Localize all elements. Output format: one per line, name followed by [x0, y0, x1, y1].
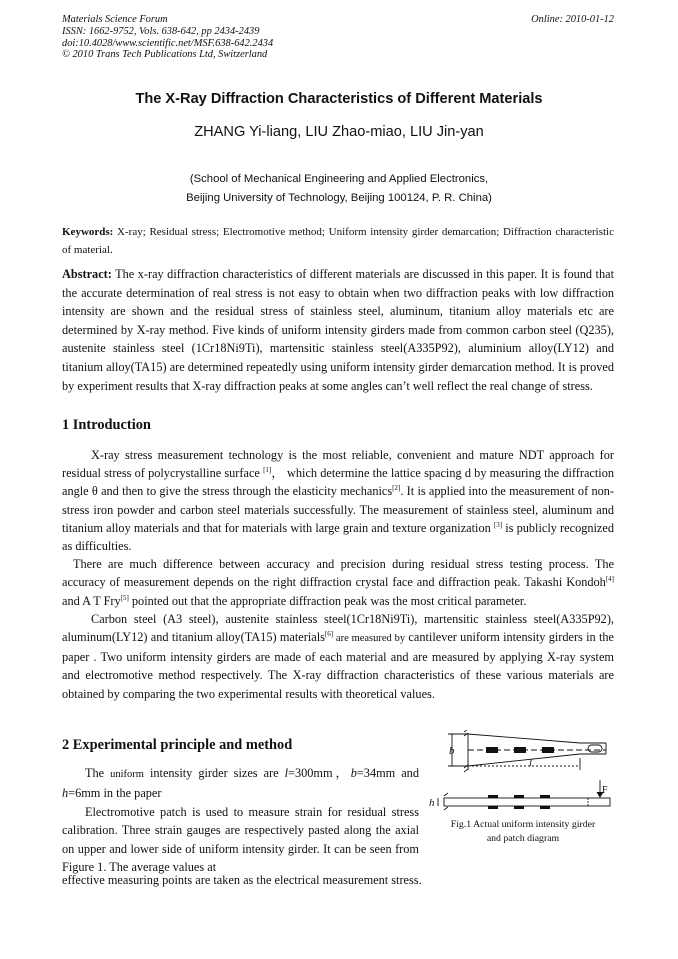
- label-b: b: [449, 745, 455, 757]
- keywords-text: X-ray; Residual stress; Electromotive method; Uniform intensity girder demarcation; Diffraction characteristic of material.: [62, 226, 614, 256]
- abstract-label: Abstract:: [62, 267, 112, 281]
- intro-paragraph-1: [62, 446, 614, 555]
- girder-top-view: [448, 734, 606, 770]
- affiliation-line-1: (School of Mechanical Engineering and Applied Electronics,: [189, 173, 489, 185]
- text-run: and A T Fry: [62, 593, 121, 608]
- text-run: =34mm and: [356, 766, 419, 780]
- section-2-heading: 2 Experimental principle and method: [62, 737, 293, 753]
- citation: [5]: [120, 593, 129, 602]
- figure-caption-line-1: Fig.1 Actual uniform intensity girder: [450, 819, 596, 830]
- text-run: ， which determine the lattice spacing d by measuring the diffraction angle θ and then to give the stress through the elasticity mechanics: [62, 466, 614, 499]
- journal-name: Materials Science Forum: [62, 14, 168, 25]
- figure-caption: [428, 818, 618, 846]
- text-run: The: [85, 766, 111, 780]
- text-run: uniform: [110, 769, 144, 780]
- intro-paragraph-2: [62, 555, 614, 610]
- intro-paragraph-3: [62, 610, 614, 703]
- text-run: cantilever uniform intensity girders in the paper . Two uniform intensity girders are made of each material and are measured by applying X-ray system and electromotive method respectively. The X-ray diffraction characteristics of these various materials are obtained by comparing the two experimental results with theoretical values.: [62, 630, 614, 701]
- label-f: F: [602, 785, 608, 796]
- keywords: [62, 223, 614, 259]
- text-run: X-ray stress measurement technology is the most reliable, convenient and mature NDT approach for residual stress of polycrystalline surface: [62, 448, 614, 481]
- girder-side-view: [438, 780, 610, 806]
- strain-gauges-side: [488, 795, 550, 809]
- citation: [3]: [493, 520, 503, 529]
- symbol: h: [62, 786, 69, 801]
- text-run: =6mm in the paper: [68, 786, 162, 801]
- paper-authors: ZHANG Yi-liang, LIU Zhao-miao, LIU Jin-yan: [194, 124, 484, 140]
- section-1-heading: 1 Introduction: [62, 417, 151, 433]
- text-run: pointed out that the appropriate diffraction peak was the most critical parameter.: [128, 593, 527, 608]
- citation: [2]: [392, 484, 401, 493]
- section-2-paragraph-2: Electromotive patch is used to measure strain for residual stress calibration. Three strain gauges are respectively pasted along the axial on upper and lower side of uniform intensity girder. It can be seen from Figure 1. The average values at: [62, 804, 419, 875]
- text-run: intensity girder sizes are: [143, 766, 285, 780]
- label-h: h: [429, 797, 435, 809]
- introduction-body: [62, 446, 614, 703]
- issn: ISSN: 1662-9752, Vols. 638-642, pp 2434-2439: [62, 25, 260, 37]
- section-2-paragraph-1: [62, 764, 419, 803]
- text-run: is publicly recognized as difficulties.: [62, 520, 614, 554]
- abstract-text: The x-ray diffraction characteristics of different materials are discussed in this paper. It is found that the accurate determination of real stress is not easy to obtain when two diffraction peaks with low diffraction intensity are shown and the residual stress of stainless steel, aluminum, titanium alloy materials etc are determined by X-ray method. Five kinds of uniform intensity girders made from common carbon steel (Q235), austenite stainless steel (1Cr18Ni9Ti), martensitic stainless steel(A335P92), aluminium alloy(LY12) and titanium alloy(TA15) are determined repeatedly using uniform intensity girder demarcation method. It is proved by experiment results that X-ray diffraction peaks at some angles can’t well reflect the real change of stress.: [62, 267, 614, 393]
- section-2-last-line: effective measuring points are taken as the electrical measurement stress.: [62, 873, 422, 887]
- affiliation: [0, 170, 678, 208]
- text-run: =300mm，: [288, 766, 351, 780]
- keywords-label: Keywords:: [62, 226, 114, 238]
- text-run: Carbon steel (A3 steel), austenite stainless steel(1Cr18Ni9Ti), martensitic stainless steel(A335P92), aluminum(LY12) and titanium alloy(TA15) materials: [62, 611, 614, 645]
- copyright: © 2010 Trans Tech Publications Ltd, Switzerland: [62, 49, 268, 61]
- hatch-marks-side: [444, 793, 448, 810]
- text-run: . It is applied into the measurement of non-stress iron powder and carbon steel materials successfully. The measurement of stainless steel, aluminum and titanium alloy materials and that for materials with large grain and texture organization: [62, 484, 614, 535]
- citation: [4]: [605, 575, 614, 584]
- online-date: Online: 2010-01-12: [531, 14, 614, 25]
- label-l: l: [529, 757, 533, 769]
- journal-header: [62, 14, 614, 61]
- abstract: [62, 265, 614, 395]
- doi: doi:10.4028/www.scientific.net/MSF.638-642.2434: [62, 37, 274, 49]
- section-2-body: [62, 764, 419, 876]
- affiliation-line-2: Beijing University of Technology, Beijing 100124, P. R. China): [186, 192, 492, 204]
- figure-caption-line-2: and patch diagram: [486, 833, 560, 844]
- strain-gauges-top: [486, 747, 554, 753]
- text-run: There are much difference between accuracy and precision during residual stress testing process. The accuracy of measurement depends on the right diffraction crystal face and diffraction peak. Takashi Kondoh: [62, 557, 614, 590]
- symbol: l: [284, 766, 289, 780]
- citation: [6]: [324, 630, 334, 639]
- paper-title: The X-Ray Diffraction Characteristics of Different Materials: [135, 91, 543, 107]
- citation: [1]: [263, 466, 272, 475]
- text-run: are measured by: [333, 633, 406, 645]
- symbol: b: [350, 766, 357, 780]
